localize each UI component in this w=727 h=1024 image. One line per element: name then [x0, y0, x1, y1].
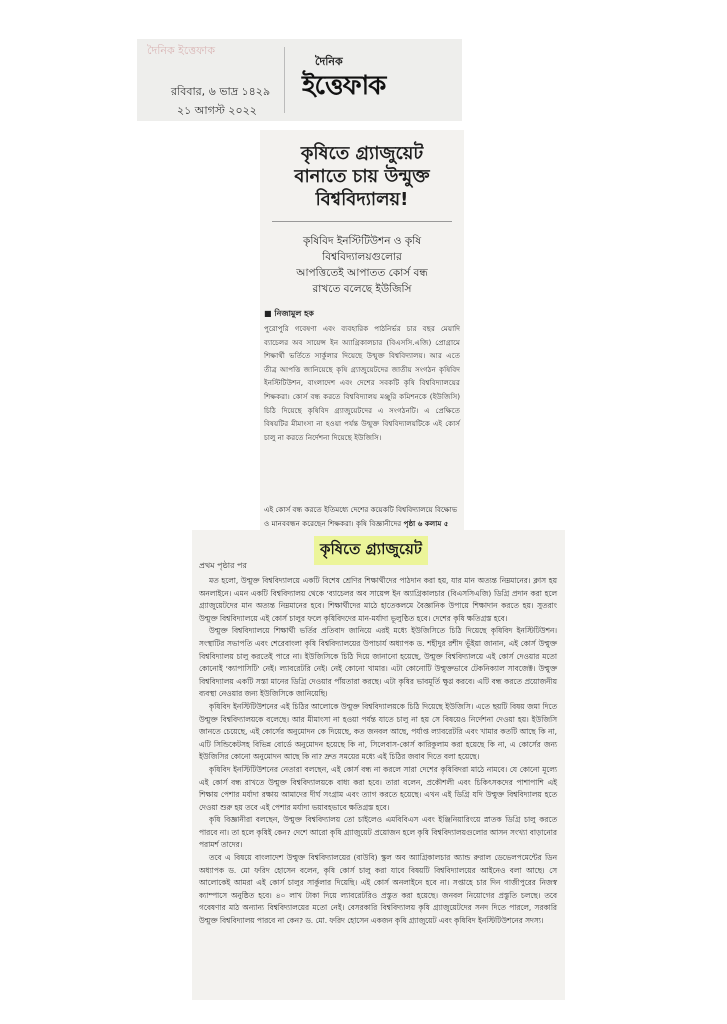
paragraph: কৃষিবিদ ইনস্টিটিউশনের এই চিঠির আলোকে উন্মুক্ত বিশ্ববিদ্যালয়কে চিঠি দিয়েছে ইউজিসি। এতে ছয়টি বিষয় জমা দিতে উন্মুক্ত বিশ্ববিদ্যালয়কে বলেছে। আর মীমাংসা না হওয়া পর্যন্ত যাতে চালু না হয় সে বিষয়েও নির্দেশনা দেওয়া হয়। ইউজিসি জানতে চেয়েছে, এই কোর্সের অনুমোদন কে দিয়েছে, কত জনবল আছে, পর্যাপ্ত ল্যাবরেটরি এবং খামার কতটি আছে কি না, এটি সিন্ডিকেটসহ বিভিন্ন বোর্ডে অনুমোদন হয়েছে কি না, সিলেবাস-কোর্স কারিকুলাম করা হয়েছে কি না, এ কোর্সের জন্য ইউজিসির কোনো অনুমোদন আছে কি না? দ্রুত সময়ের মধ্যে এই চিঠির জবাব দিতে বলা হয়েছে। — [199, 701, 557, 762]
article-body-tail: এই কোর্স বন্ধ করতে ইতিমধ্যে দেশের কয়েকটি বিশ্ববিদ্যালয়ে বিক্ষোভ ও মানববন্ধন করেছেন শিক্ষকরা। কৃষি বিজ্ঞানীদের — [264, 505, 458, 528]
deck-line: বিশ্ববিদ্যালয়গুলোর — [322, 251, 402, 263]
masthead-faded-text: দৈনিক ইত্তেফাক — [147, 44, 216, 57]
continuation-body — [199, 575, 557, 928]
headline-line: বানাতে চায় উন্মুক্ত — [294, 166, 430, 187]
headline-rule — [272, 221, 452, 222]
article-clip-front — [260, 130, 464, 530]
article-headline — [260, 142, 464, 211]
masthead-logo-small: দৈনিক — [315, 55, 343, 68]
article-body-continued — [264, 503, 460, 530]
deck-line: কৃষিবিদ ইনস্টিটিউশন ও কৃষি — [302, 235, 422, 247]
continuation-headline: কৃষিতে গ্র্যাজুয়েট — [314, 536, 428, 565]
paragraph: কৃষি বিজ্ঞানীরা বলছেন, উন্মুক্ত বিশ্ববিদ্যালয় তো চাইলেও এমবিবিএস এবং ইঞ্জিনিয়ারিংয়ে স্নাতক ডিগ্রি চালু করতে পারবে না। তা হলে কৃষিই কেন? দেশে আরো কৃষি গ্র্যাজুয়েট প্রয়োজন হলে কৃষি বিশ্ববিদ্যালয়গুলোর আসন সংখ্যা বাড়ানোর পরামর্শ তাদের। — [199, 815, 557, 850]
headline-line: বিশ্ববিদ্যালয়! — [315, 189, 409, 210]
masthead-date-english: ২১ আগস্ট ২০২২ — [177, 104, 257, 117]
page-jump: পৃষ্ঠা ৬ কলাম ৫ — [403, 518, 449, 528]
paragraph: কৃষিবিদ ইনস্টিটিউশনের নেতারা বলছেন, এই কোর্স বন্ধ না করলে সারা দেশের কৃষিবিদরা মাঠে নামবে। যে কোনো মূল্যে এই কোর্স বন্ধ রাখতে উন্মুক্ত বিশ্ববিদ্যালয়কে বাধ্য করা হবে। তারা বলেন, প্রকৌশলী এবং চিকিৎসকদের পাশাপাশি এই শিক্ষায় পেশার মর্যাদা রক্ষায় আমাদের দীর্ঘ সংগ্রাম এবং ত্যাগ করতে হয়েছে। এখন এই ডিগ্রি যদি উন্মুক্ত বিশ্ববিদ্যালয় হতে দেওয়া শুরু হয় তবে এই পেশার মর্যাদা ভয়াবহভাবে ক্ষতিগ্রস্ত হবে। — [199, 764, 557, 812]
newspaper-masthead — [137, 39, 462, 121]
masthead-logo: ইত্তেফাক — [302, 71, 386, 101]
headline-line: কৃষিতে গ্র্যাজুয়েট — [300, 143, 424, 164]
paragraph: মত হলো, উন্মুক্ত বিশ্ববিদ্যালয়ে একটি বিশেষ শ্রেণির শিক্ষার্থীদের পাঠদান করা হয়, যার মান অত্যন্ত নিম্নমানের। ক্লাস হয় অনলাইনে। এমন একটি বিশ্ববিদ্যালয় থেকে 'ব্যাচেলর অব সায়েন্স ইন অ্যাগ্রিকালচার (বিএসসিএজি) ডিগ্রি প্রদান করা হলে গ্র্যাজুয়েটদের মান অত্যন্ত নিম্নমানের হবে। শিক্ষার্থীদের মাঠে হাতেকলমে বৈজ্ঞানিক উপায়ে শিক্ষাদান করতে হয়। সুতরাং উন্মুক্ত বিশ্ববিদ্যালয়ে এই কোর্স চালুর ফলে কৃষিবিদদের মান-মর্যাদা ভূলুণ্ঠিত হবে। দেশের কৃষি ক্ষতিগ্রস্ত হবে। — [199, 576, 557, 623]
masthead-divider — [284, 47, 285, 113]
paragraph: তবে এ বিষয়ে বাংলাদেশ উন্মুক্ত বিশ্ববিদ্যালয়ের (বাউবি) স্কুল অব অ্যাগ্রিকালচার অ্যান্ড রুরাল ডেভেলপমেন্টের ডিন অধ্যাপক ড. মো ফরিদ হোসেন বলেন, কৃষি কোর্স চালু করা যাবে বিষয়টি বিশ্ববিদ্যালয়ের আইনেও বলা আছে। সে আলোকেই আমরা এই কোর্স চালুর সার্কুলার দিয়েছি। এই কোর্স অনলাইনে হবে না। সপ্তাহে চার দিন গাজীপুরের নিজস্ব ক্যাম্পাসে অনুষ্ঠিত হবে। ৪০ লাখ টাকা দিয়ে ল্যাবরেটরিও প্রস্তুত করা হয়েছে। জনবল নিয়োগের প্রস্তুতি চলছে। তবে গবেষণার মাঠ অন্যান্য বিশ্ববিদ্যালয়ের মতো নেই। বেসরকারি বিশ্ববিদ্যালয় কৃষি গ্র্যাজুয়েটদের সনদ দিতে পারলে, সরকারি উন্মুক্ত বিশ্ববিদ্যালয় পারবে না কেন? ড. মো. ফরিদ হোসেন একজন কৃষি গ্র্যাজুয়েট এবং কৃষিবিদ ইনস্টিটিউশনের সদস্য। — [199, 853, 557, 926]
article-body: পুরোপুরি গবেষণা এবং ব্যবহারিক পাঠনির্ভর চার বছর মেয়াদি ব্যাচেলর অব সায়েন্স ইন অ্যাগ্রিকালচার (বিএসসি.এজি) প্রোগ্রামে শিক্ষার্থী ভর্তিতে সার্কুলার দিয়েছে উন্মুক্ত বিশ্ববিদ্যালয়। আর এতে তীব্র আপত্তি জানিয়েছে কৃষি গ্র্যাজুয়েটদের জাতীয় সংগঠন কৃষিবিদ ইনস্টিটিউশন, বাংলাদেশ এবং দেশের সবকটি কৃষি বিশ্ববিদ্যালয়ের শিক্ষকরা। কোর্স বন্ধ করতে বিশ্ববিদ্যালয় মঞ্জুরি কমিশনকে (ইউজিসি) চিঠি দিয়েছে কৃষিবিদ গ্র্যাজুয়েটদের এ সংগঠনটি। এ প্রেক্ষিতে বিষয়টির মীমাংসা না হওয়া পর্যন্ত উন্মুক্ত বিশ্ববিদ্যালয়টিকে এই কোর্স চালু না করতে নির্দেশনা দিয়েছে ইউজিসি। — [264, 324, 460, 442]
article-byline: ■ নিজামুল হক — [264, 309, 314, 318]
article-deck — [270, 233, 454, 297]
continued-from-label: প্রথম পৃষ্ঠার পর — [199, 561, 247, 570]
article-clip-continuation — [192, 530, 565, 1000]
paragraph: উন্মুক্ত বিশ্ববিদ্যালয়ে শিক্ষার্থী ভর্তির প্রতিবাদ জানিয়ে এরই মধ্যে ইউজিসিতে চিঠি দিয়েছে কৃষিবিদ ইনস্টিটিউশন। সংস্থাটির সভাপতি এবং শেরেবাংলা কৃষি বিশ্ববিদ্যালয়ের উপাচার্য অধ্যাপক ড. শহীদুর রশীদ ভূঁইয়া জানান, এই কোর্স উন্মুক্ত বিশ্ববিদ্যালয় চালু করতেই পারে না। ইউজিসিকে চিঠি দিয়ে জানানো হয়েছে, উন্মুক্ত বিশ্ববিদ্যালয়ে এই কোর্স দেওয়ার মতো কোনোই 'ক্যাপাসিটি' নেই। ল্যাবরেটরি নেই। নেই কোনো খামার। এটা কোনোটি উন্মুক্তভাবে টেকনিক্যাল সাবজেক্ট। উন্মুক্ত বিশ্ববিদ্যালয় একটি সস্তা মানের ডিগ্রি দেওয়ার পাঁয়তারা করছে। এটা কৃষির ভাবমূর্তি ক্ষুণ্ণ করবে। এটি বন্ধ করতে প্রয়োজনীয় ব্যবস্থা নেওয়ার জন্য ইউজিসিকে জানিয়েছি। — [199, 626, 557, 699]
deck-line: রাখতে বলেছে ইউজিসি — [312, 283, 412, 295]
masthead-date-bangla: রবিবার, ৬ ভাদ্র ১৪২৯ — [171, 85, 271, 98]
deck-line: আপত্তিতেই আপাতত কোর্স বন্ধ — [296, 267, 428, 279]
